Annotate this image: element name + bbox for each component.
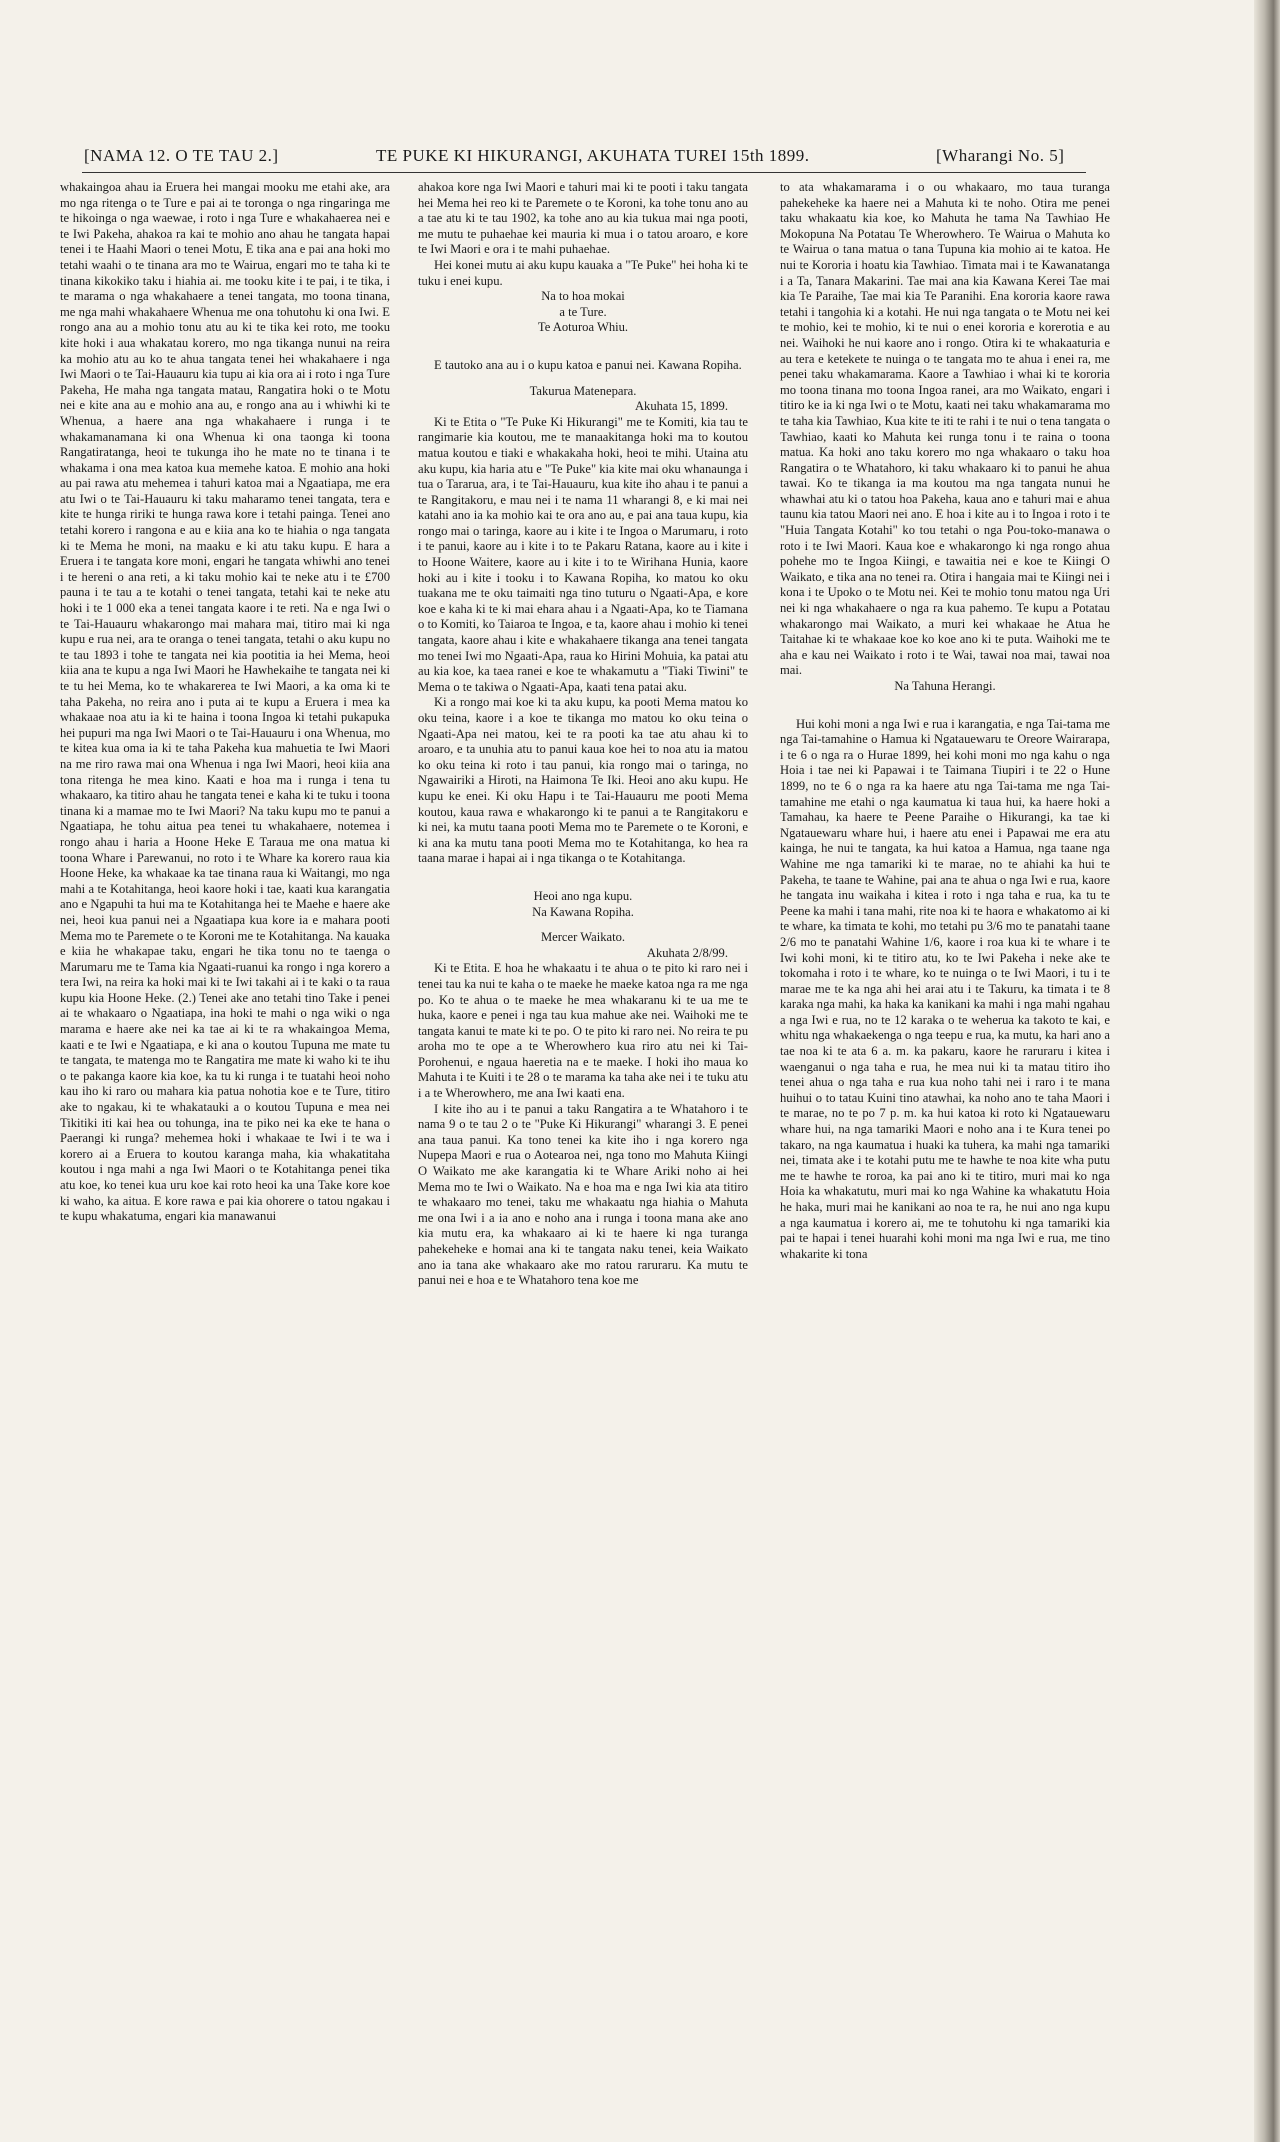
page-number: [Wharangi No. 5] xyxy=(936,146,1065,165)
paragraph: Ki a rongo mai koe ki ta aku kupu, ka pooti Mema matou ko oku teina, kaore i a koe te tikanga mo matou ko oku teina o Ngaati-Apa nei matou, kei te ra pooti ka tae atu ahau ki to aroaro, e ta unuhia atu to panui kaua koe hei to noa atu ia matou ko oku teina ki roto i tau panui, kia rongo mai o taringa, no Ngawairiki a Hiroti, na Haimona Te Iki. Heoi ano aku kupu. He kupu ke enei. Ki oku Hapu i te Tai-Hauauru me pooti Mema koutou, kaua rawa e whakarongo ki te panui a te Rangitakoru e ki nei, ka mutu taana pooti Mema mo te Paremete o te Koroni, e ki ana ka mutu tana pooti Mema mo te Kotahitanga, ko hea ra taana marae i hapai ai i nga tikanga o te Kotahitanga. xyxy=(418,695,748,866)
masthead-title: TE PUKE KI HIKURANGI, AKUHATA TUREI 15th 1899. xyxy=(376,146,810,165)
page-edge xyxy=(1254,0,1280,2142)
signature-name: Na Kawana Ropiha. xyxy=(532,904,634,919)
signature-name: Te Aoturoa Whiu. xyxy=(537,320,629,335)
column-3 xyxy=(780,180,1110,1262)
letter-place: Takurua Matenepara. xyxy=(529,383,637,398)
paragraph: whakaingoa ahau ia Eruera hei mangai mooku me etahi ake, ara mo nga ritenga o te Ture e pai ai te toronga o nga ringaringa me te hikoinga o nga waewae, i roto i nga Ture e whakahaerea nei e te Iwi Pakeha, ahakoa ra kai te mohio ano ahau he tangata hapai tenei i te Haahi Maori o tenei Motu, E tika ana e pai ana hoki mo tetahi waahi o te tinana ara mo te Wairua, engari mo te taha ki te tinana kikokiko taku i hiahia ai. me tooku kite i te pai, i te tika, i te marama o nga whakahaere a tenei tangata, mo toona tinana, me nga mahi whakahaere Whenua me ona tohutohu ki ona Iwi. E rongo ana au a mohio tonu atu au ki te tika kei roto, me tooku kite hoki i aua whakatau korero, mo nga tikanga nunui na reira ka mohio atu au ko te ahua tangata tenei hei whakahaere i nga Iwi Maori o te Tai-Hauauru kia tupu ai kia ora ai i roto i nga Ture Pakeha, He maha nga tangata matau, Rangatira hoki o te Motu nei e kite ana au e mohio ana au, e rongo ana au i whiwhi ki te Whenua, a haere ana nga whakahaere i runga i te whakamanamana ki ona Whenua ki ona taonga ki toona Rangatiratanga, heoi te tukunga iho he mate no te tinana i te whakama i ona mea katoa kua memehe katoa. E mohio ana hoki au pai rawa atu mehemea i tahuri katoa mai a Ngaatiapa, me era atu Iwi o te Tai-Hauauru ki taku maharamo tenei tangata, tera e kite te hunga ririki te hunga rawa kore i tetahi painga. Tenei ano tetahi korero i rangona e au e kiia ana ko te hiahia o nga tangata ki te Mema he moni, na maaku e ki atu taku kupu. E hara a Eruera i te tangata kore moni, engari he tangata whiwhi ano tenei i te hereni o ana reti, a ki taku mohio kai te neke atu i te £700 pauna i te tau a te kotahi o tenei tangata, tetahi kai te neke atu hoki i te 1 000 eka a tenei tangata kaore i te reti. Na e nga Iwi o te Tai-Hauauru whakarongo mai mahara mai, titiro mai ki nga kupu e rua nei, ara te oranga o tenei tangata, tetahi o aku kupu no te tau 1893 i tohe te tangata nei kia pootitia ia hei Mema, heoi kiia ana te kupu a nga Iwi Maori he Hawhekaihe te tangata nei ki te tu hei Mema, ko te whakarerea te Iwi Maori, a ka oma ki te taha Pakeha, no reira ano i puta ai te kupu a Eruera i mea ka whakaae noa atu ia ki te haina i toona Ingoa ki tetahi pukapuka hei pupuri ma nga Iwi Maori o te Tai-Hauauru i ona Whenua, mo te kitea kua oma ia ki te taha Pakeha kua mahuetia te Iwi Maori na me riro rawa mai ona Whenua i nga Iwi Maori, heoi kiia ana tona ritenga he mea kino. Kaati e hoa ma i runga i tena tu whakaaro, ka titiro ahau he tangata tenei e kaha ki te tuku i toona tinana ki a mamae mo te Iwi Maori? Na taku kupu mo te panui a Ngaatiapa, he tohu aitua pea tenei tu whakahaere, notemea i rongo ahau i haria a Hoone Heke E Taraua me ona matua ki toona Whare i Parewanui, no roto i te Whare ka korero raua kia Hoone Heke, ka whakaae ka tae tinana raua ki Waitangi, mo nga mahi a te Kotahitanga, heoi kaore hoki i tae, kaati kua karangatia ano e Ngapuhi ta hui ma te Kotahitanga hei te Maehe e haere ake nei, heoi kua panui nei a Ngaatiapa kua kore ia e mahara pooti Mema mo te Paremete o te Koroni me te Kotahitanga. Na kauaka e kiia he whakapae taku, engari he tika tonu no te taenga o Marumaru me te Tama kia Ngaati-ruanui ka rongo i nga korero a tera Iwi, na reira ka hoki mai ki te Iwi takahi ai i te kaki o ta raua kupu kia Hoone Heke. (2.) Tenei ake ano tetahi tino Take i penei ai te whakaaro o Ngaatiapa, ina hoki te mahi o nga wiki o nga marama e haere ake nei ka tae ai ki te ra whakaingoa Mema, kaati e te Iwi e Ngaatiapa, e ki ana o koutou Tupuna me mate tu te tangata, te matenga mo te Rangatira me mate ki waho ki te ihu o te pakanga kaore kia koe, ka tu ki runga i te tuatahi heoi noho kau iho ki raro ou mahara kia patua nohotia koe e te Ture, titiro ake to ngakau, ki te whakatauki a o koutou Tupuna e mea nei Tikitiki iti kai hea ou tohunga, ina te piko nei ka eke te hana o Paerangi ki runga? mehemea hoki i whakaae te Iwi i te wa i korero ai a Eruera to koutou karanga maha, kia whakatitaha koutou i nga mahi a nga Iwi Maori o te Kotahitanga penei tika atu koe, ko tenei kua uru koe kai roto heoi ka una Take kore koe ki waho, ka aitua. E kore rawa e pai kia ohorere o tatou ngakau i te kupu whakatuma, engari kia manawanui xyxy=(60,180,390,1224)
letter-place: Mercer Waikato. xyxy=(540,930,626,945)
signature-line: Heoi ano nga kupu. xyxy=(533,888,633,903)
paragraph: Hui kohi moni a nga Iwi e rua i karangatia, e nga Tai-tama me nga Tai-tamahine o Hamua ki Ngatauewaru te Oreore Wairarapa, i te 6 o nga ra o Hurae 1899, hei kohi moni mo nga kahu o nga Hoia i tae nei ki Papawai i te Taimana Tiupiri i te 22 o Hune 1899, no te 6 o nga ra ka haere atu nga Tai-tama me nga Tai-tamahine me etahi o nga kaumatua ki taua hui, ka haere hoki a Tamahau, ka haere te Peene Paraihe o Hikurangi, ka tae ki Ngatauewaru whare hui, i haere atu enei i Papawai me era atu kainga, he nui te tangata, ka hui katoa a Hamua, nga taane nga Wahine me nga tamariki ki te marae, no te ahiahi ka hui te Pakeha, te taane te Wahine, pai ana te ahua o nga Iwi e rua, kaore he tangata inu waikaha i kitea i roto i nga taha e rua, ka tu te Peene ka mahi i tana mahi, rite noa ki te haora e whakatomo ai ki te whare, ka timata te kohi, mo tetahi pu 3/6 mo te panatahi taane 2/6 mo te panatahi Wahine 1/6, kaore i roa kua ki te whare i te Iwi kohi moni, ki te titiro atu, ko te Iwi Pakeha i neke ake te tokomaha i roto i te whare, ko te nuinga o te Iwi Maori, i tu i te marae me te ka nga ahi hei arai atu i te Takuru, ka timata i te 8 karaka nga mahi, ka haka ka kanikani ka mahi i nga mahi ngahau a nga Iwi e rua, no te 12 karaka o te weherua ka takoto te kai, e whitu nga whakaekenga o nga teepu e rua, ka mutu, ka hari ano a tae noa ki te ata 6 a. m. ka pakaru, kaore he raruraru i kitea i waenganui o nga taha e rua, he mea nui ki ta matau titiro iho tenei ahua o nga taha e rua kua noho tahi nei i raro i te mana huihui o to tatau Kuini tino atawhai, ka noho ano te taha Maori i te marae, no te po 7 p. m. ka hui katoa ki roto ki Ngatauewaru whare hui, na nga tamariki Maori e noho ana i te Kura tenei po takaro, na nga kaumatua i huaki ka tuhera, ka mahi nga tamariki nei, timata ake i te kotahi putu me te hawhe te noa kite wha putu me te hawhe te roroa, ka pai ano ki te titiro, muri mai ko nga Hoia ka whakatutu, muri mai ko nga Wahine ka whakatutu Hoia he haka, muri mai he kanikani ao noa te ra, he nui ano nga kupu a nga kaumatua i korero ai, me te tohutohu ki nga tamariki kia pai te hapai i tenei huarahi kohi moni ma nga Iwi e rua, me tino whakarite ki tona xyxy=(780,716,1110,1261)
paragraph: I kite iho au i te panui a taku Rangatira a te Whatahoro i te nama 9 o te tau 2 o te "Puke Ki Hikurangi" wharangi 3. E penei ana taua panui. Ka tono tenei ka kite iho i nga korero nga Nupepa Maori e rua o Aotearoa nei, nga tono mo Mahuta Kiingi O Waikato me ake karangatia ki te Whare Ariki noho ai hei Mema mo te Iwi o Waikato. Na e hoa ma e nga Iwi kia ata titiro te whakaaro mo tenei, taku me whakaatu nga hiahia o Mahuta me ona Iwi i a ia ano e noho ana i runga i toona mana ake ano kia mutu era, ka whakaaro ai ki te haere ki nga turanga pahekeheke e homai ana ki te tangata naku tenei, keia Waikato ano ia tana ake whakaaro ake mo ratou raruraru. Ka mutu te panui nei e hoa e te Whatahoro tena koe me xyxy=(418,1101,748,1288)
issue-number: [NAMA 12. O TE TAU 2.] xyxy=(84,146,279,165)
paragraph: to ata whakamarama i o ou whakaaro, mo taua turanga pahekeheke ka haere nei a Mahuta ki te noho. Otira me penei taku whakaatu kia koe, ko Mahuta he tama Na Tawhiao He Mokopuna Na Potatau Te Wherowhero. Te Wairua o Mahuta ko te Wairua o tana matua o tana Tupuna kia mohio ai te katoa. He nui te Kororia i hoatu kia Tawhiao. Timata mai i te Kawanatanga i a Ta, Tanara Makarini. Tae mai ana kia Kawana Kerei Tae mai kia Te Paraihe, Tae mai kia Te Paranihi. Ena kororia kaore rawa tetahi i tangohia ki a kotahi. He nui nga tangata o te Motu nei kei te mohio, kei te mohio, ki te nui o enei kororia e korerotia e au nei. Waihoki he nui kaore ano i rongo. Otira ki te whakaaturia e au tera e ketekete te nuinga o te tangata mo te ahua i enei ra, me penei taku whakamarama. Kaore a Tawhiao i whai ki te kororia mo toona tinana mo toona Ingoa ranei, ara mo Waikato, engari i titiro ke ia ki nga Iwi o te Motu, kaati nei taku whakamarama mo te taha kia Tawhiao, Kua kite te iti te rahi i te nui o tena tangata o Tawhiao, kaati ko Mahuta kei runga tonu i te raina o toona matua. Ka hoki ano taku korero mo nga whakaaro o taku hoa Rangatira o te Whatahoro, ki taku whakaaro ki to panui he ahua tawai. Ko te tikanga ia ma koutou ma nga tangata nunui he whawhai atu ki o tatou hoa Pakeha, kaua ano e tahuri mai e ahua taunu kia tatou Maori nei ano. E hoa i kite au i to Ingoa i roto i te "Huia Tangata Kotahi" ko tou tetahi o nga Pou-toko-manawa o roto i te Iwi Maori. Kaua koe e whakarongo ki nga rongo ahua pohehe mo te Ingoa Kiingi, e tawaitia nei e koe te Kiingi O Waikato, e tika ana no tenei ra. Otira i hangaia mai te Kiingi nei i kona i te Upoko o te Motu nei. Kei te mohio tonu matou nga Uri nei ki nga whakahaere o nga ra kua pahemo. Te kupu a Potatau whakarongo mai Waikato, a muri kei whakaae he Atua he Taitahae ki te whakaae koe ko koe ano ki te puta. Waihoki me te aha e kau nei Waikato i roto i te Wai, tawai noa mai, tawai noa mai. xyxy=(780,180,1110,678)
paragraph: Ki te Etita o "Te Puke Ki Hikurangi" me te Komiti, kia tau te rangimarie kia koutou, me te manaakitanga hoki ma to koutou matua koutou e tiaki e whakakaha hoki, heoi te mihi. Utaina atu aku kupu, kia haria atu e "Te Puke" kia kite mai oku whanaunga i tua o Tararua, ara, i te Tai-Hauauru, kua kite iho ahau i te panui a te Rangitakoru, e mau nei i te nama 11 wharangi 8, e ki mai nei katahi ano ia ka mohio kai te ora ano au, e pai ana taua kupu, kia rongo mai o taringa, kaore au i kite i te Ingoa o Marumaru, i roto i te panui, kaore au i kite i to te Pakaru Ratana, kaore au i kite i to Hoone Waitere, kaore au i kite i to te Wirihana Hunia, kaore hoki au i kite i tooku i to Kawana Ropiha, ko matou ko oku tuakana me te oku taimaiti nga tino tuturu o Ngaati-Apa, e kore koe e kaha ki te ki mai ehara ahau i a Ngaati-Apa, ko te Tiamana o to Komiti, ko Taiaroa te Ingoa, e ta, kaore ahau i mohio ki tenei tangata, kaore ahau i kite e whakahaere tikanga ana tenei tangata mo tenei Iwi mo Ngaati-Apa, raua ko Hirini Mohuia, ka patai atu au kia koe, ka taea ranei e koe te whakamutu a "Tiaki Tiwini" te Mema o te takiwa o Ngaati-Apa, kaati tena patai aku. xyxy=(418,414,748,694)
column-2 xyxy=(418,180,748,1289)
page-header xyxy=(84,146,1084,172)
letter-date: Akuhata 2/8/99. xyxy=(646,945,728,960)
signature-line: Na to hoa mokai xyxy=(541,289,625,304)
paragraph: Ki te Etita. E hoa he whakaatu i te ahua o te pito ki raro nei i tenei tau ka nui te kaha o te maeke he maeke katoa nga ra me nga po. Ko te ahua o te maeke he mea whakaranu ki te ua me te huka, kaore e penei i nga tau kua mahue ake nei. Waihoki me te tangata kanui te mate ki te po. O te pito ki raro nei. No reira te pu aroha mo te ope a te Wherowhero kua riro atu nei ki Tai-Porohenui, e ngaua haeretia na e te maeke. I hoki iho maua ko Mahuta i te Kuiti i te 28 o te marama ka taha ake nei i te tuku atu i a te Wherowhero, me ana Iwi kaati ena. xyxy=(418,961,748,1101)
header-rule xyxy=(82,172,1086,173)
column-1 xyxy=(60,180,390,1225)
paragraph: Hei konei mutu ai aku kupu kauaka a "Te Puke" hei hoha ki te tuku i enei kupu. xyxy=(418,257,748,288)
paragraph: ahakoa kore nga Iwi Maori e tahuri mai ki te pooti i taku tangata hei Mema hei reo ki te Paremete o te Koroni, ka tohe tonu ano au a tae atu ki te tau 1902, ka tohe ano au kia tukua mai nga pooti, me mutu te puhaehae kei mauria ki mua i o tatou aroaro, e kore te Iwi Maori e ora i te mahi puhaehae. xyxy=(418,180,748,257)
letter-date: Akuhata 15, 1899. xyxy=(634,399,728,414)
signature-name: Na Tahuna Herangi. xyxy=(894,679,996,693)
editor-note: E tautoko ana au i o kupu katoa e panui nei. Kawana Ropiha. xyxy=(434,357,742,372)
signature-line: a te Ture. xyxy=(559,304,607,319)
